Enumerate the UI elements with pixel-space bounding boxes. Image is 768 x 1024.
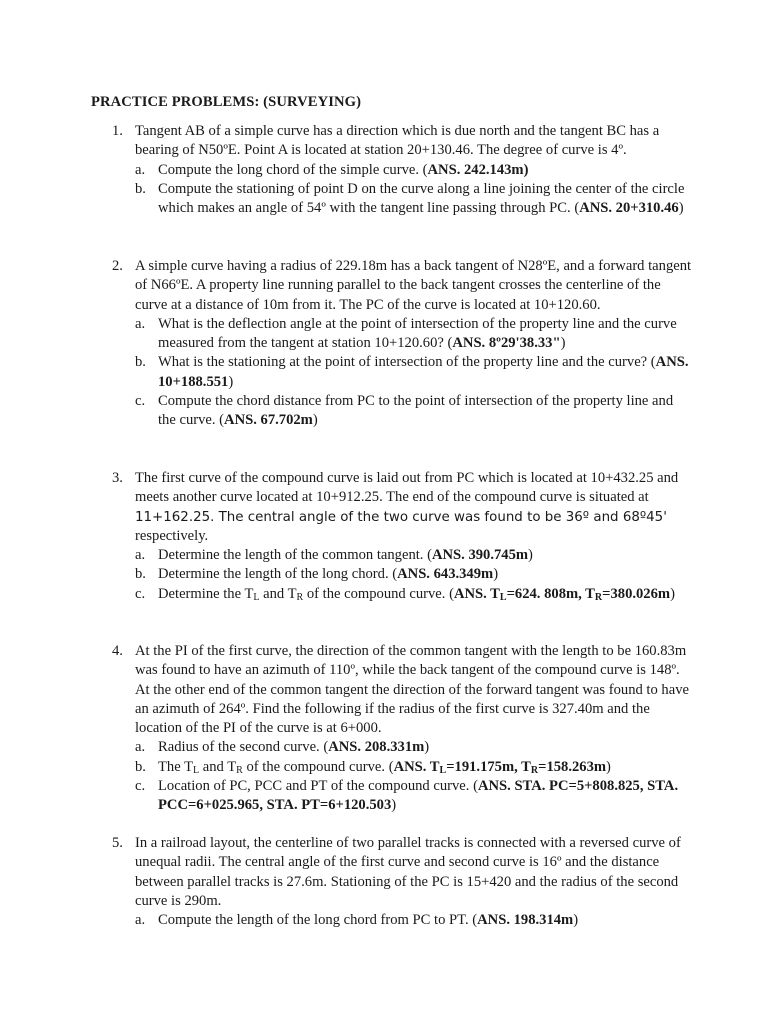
problem-text: At the PI of the first curve, the direction of the common tangent with the length to be 160.83m was found to have an azimuth of 110º, while the back tangent of the compound curve is 148º. At the other end of the common tangent the direction of the forward tangent was found to have an azimuth of 264º. Find the following if the radius of the first curve is 327.40m and the location of the PI of the curve is at 6+000. — [135, 643, 689, 737]
answer: ANS. $T_L=191.175m$, $T_R=158.263m$ — [393, 758, 607, 776]
problem-number: 3. — [112, 470, 123, 486]
sub-question: b. The $T_L$ and $T_R$ of the compound curve. (ANS. $T_L=191.175m$, $T_R=158.263m$) — [135, 758, 611, 776]
sub-question: b. What is the stationing at the point of intersection of the property line and the curve? (ANS. 10+188.551) — [135, 354, 689, 390]
sub-text: Determine the length of the long chord. ( — [158, 566, 398, 583]
answer: ANS. 242.143m) — [427, 161, 529, 178]
sub-letter: c. — [135, 585, 146, 602]
problem-5 — [112, 834, 692, 930]
sub-question: a. Compute the length of the long chord from PC to PT. (ANS. 198.314m) — [135, 911, 692, 930]
sub-question: a. What is the deflection angle at the point of intersection of the property line and the curve measured from the tangent at station 10+120.60? (ANS. 8º29'38.33") — [135, 315, 677, 352]
sub-question: a. Determine the length of the common tangent. (ANS. 390.745m) — [135, 546, 692, 565]
sub-letter: a. — [135, 739, 146, 756]
sub-question: b. Determine the length of the long chord. (ANS. 643.349m) — [135, 565, 692, 584]
problem-3 — [112, 469, 692, 604]
answer: ANS. STA. PC=5+808.825, STA. PCC=6+025.965, STA. PT=6+120.503 — [158, 778, 679, 814]
problem-text: A simple curve having a radius of 229.18m has a back tangent of N28ºE, and a forward tangent of N66ºE. A property line running parallel to the back tangent crosses the centerline of the curve at a distance of 10m from it. The PC of the curve is located at 10+120.60. — [135, 258, 692, 313]
problem-4 — [112, 642, 692, 816]
problem-1 — [112, 122, 692, 218]
answer: ANS. 643.349m — [397, 566, 494, 583]
sub-letter: b. — [135, 180, 146, 197]
problem-number: 4. — [112, 643, 123, 659]
problem-number: 5. — [112, 835, 123, 851]
sub-question: c. Compute the chord distance from PC to the point of intersection of the property line and the curve. (ANS. 67.702m) — [135, 393, 674, 429]
sub-question: c. Determine the $T_L$ and $T_R$ of the compound curve. (ANS. $T_L=624$. 808m, $T_R=380.026m$) — [135, 585, 675, 603]
sub-text: Compute the stationing of point D on the curve along a line joining the center of the circle which makes an angle of 54º with the tangent line passing through PC. ( — [158, 180, 685, 217]
sub-letter: b. — [135, 566, 146, 583]
sub-question: c. Location of PC, PCC and PT of the compound curve. (ANS. STA. PC=5+808.825, STA. PCC=6+025.965, STA. PT=6+120.503) — [135, 778, 679, 814]
sub-text: Location of PC, PCC and PT of the compound curve. ( — [158, 778, 478, 795]
sub-letter: a. — [135, 315, 146, 332]
answer: ANS. 20+310.46 — [579, 200, 679, 217]
sub-question: a. Radius of the second curve. (ANS. 208.331m) — [135, 738, 692, 757]
sub-letter: a. — [135, 161, 146, 178]
sub-letter: c. — [135, 778, 146, 795]
sub-text: What is the deflection angle at the point of intersection of the property line and the curve measured from the tangent at station 10+120.60? ( — [158, 315, 677, 352]
sub-question: b. Compute the stationing of point D on the curve along a line joining the center of the circle which makes an angle of 54º with the tangent line passing through PC. (ANS. 20+310.46) — [135, 180, 685, 217]
problem-number: 2. — [112, 258, 123, 274]
answer: ANS. 198.314m — [477, 912, 574, 929]
answer: ANS. 208.331m — [328, 739, 425, 756]
answer: ANS. $T_L=624$. 808m, $T_R=380.026m$ — [453, 585, 671, 603]
answer: ANS. 390.745m — [431, 547, 529, 564]
problem-2 — [112, 257, 692, 431]
problem-number: 1. — [112, 123, 123, 139]
sub-letter: a. — [135, 547, 146, 564]
problem-text: Tangent AB of a simple curve has a direction which is due north and the tangent BC has a bearing of N50ºE. Point A is located at station 20+130.46. The degree of curve is 4º. — [135, 123, 660, 159]
sub-letter: b. — [135, 758, 146, 775]
sub-letter: b. — [135, 354, 146, 371]
sub-text: What is the stationing at the point of intersection of the property line and the curve? ( — [158, 354, 656, 371]
sub-letter: c. — [135, 393, 146, 410]
sub-text: Determine the length of the common tangent. ( — [158, 547, 432, 564]
sub-text: Compute the length of the long chord from PC to PT. ( — [158, 912, 478, 929]
page-title: PRACTICE PROBLEMS: (SURVEYING) — [91, 94, 362, 110]
sub-letter: a. — [135, 912, 146, 929]
problem-text: In a railroad layout, the centerline of two parallel tracks is connected with a reversed curve of unequal radii. The central angle of the first curve and second curve is 16º and the distance between parallel tracks is 27.6m. Stationing of the PC is 15+420 and the radius of the second curve is 290m. — [135, 835, 681, 909]
answer: ANS. 8º29'38.33" — [452, 335, 561, 352]
answer: ANS. 67.702m — [224, 412, 313, 429]
answer: ANS. 10+188.551 — [158, 354, 689, 390]
sub-text: Compute the long chord of the simple curve. ( — [158, 161, 428, 178]
sub-question — [135, 161, 692, 180]
sub-text: Compute the chord distance from PC to the point of intersection of the property line and the curve. ( — [158, 393, 674, 429]
sub-text: Radius of the second curve. ( — [158, 739, 329, 756]
problem-text: The first curve of the compound curve is laid out from PC which is located at 10+432.25 and meets another curve located at 10+912.25. The end of the compound curve is situated at 11+162.25. The central angle of the two curve was found to be 36º and 68º45' respectively. — [135, 470, 679, 544]
